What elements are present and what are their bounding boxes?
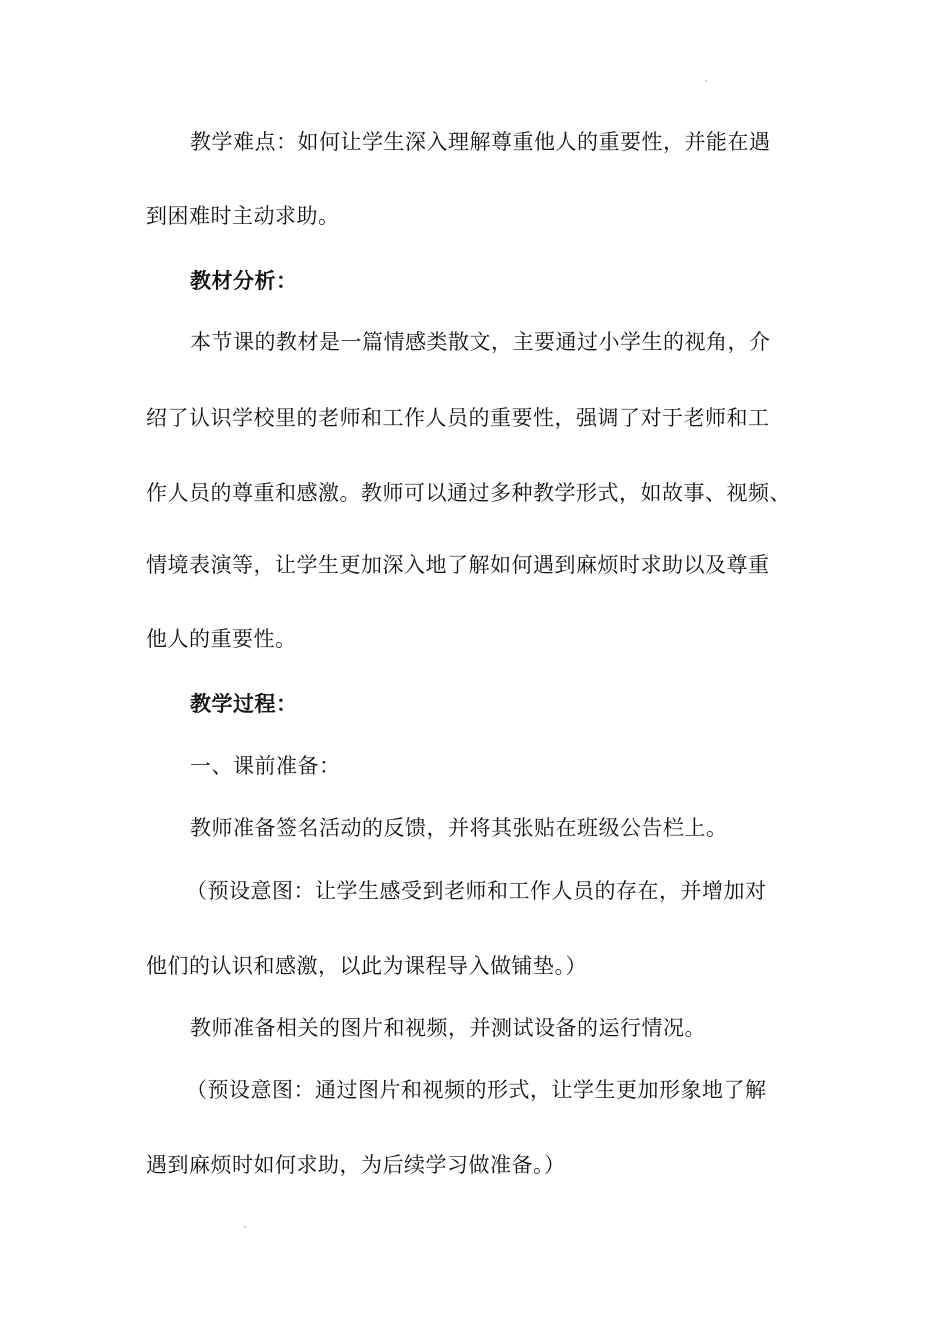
intent-note-2-line-1: （预设意图：通过图片和视频的形式，让学生更加形象地了解 bbox=[186, 1078, 767, 1102]
teaching-difficulty-line-2: 到困难时主动求助。 bbox=[146, 204, 340, 228]
material-paragraph-line-3: 作人员的尊重和感激。教师可以通过多种教学形式，如故事、视频、 bbox=[146, 481, 791, 505]
intent-note-1-line-2: 他们的认识和感激，以此为课程导入做铺垫。） bbox=[146, 954, 587, 978]
intent-note-2-line-2: 遇到麻烦时如何求助，为后续学习做准备。） bbox=[146, 1153, 566, 1177]
teaching-difficulty-line-1: 教学难点：如何让学生深入理解尊重他人的重要性，并能在遇 bbox=[190, 130, 771, 154]
step-heading-preparation: 一、课前准备： bbox=[190, 754, 341, 778]
scan-speck bbox=[244, 1226, 246, 1228]
material-paragraph-line-2: 绍了认识学校里的老师和工作人员的重要性，强调了对于老师和工 bbox=[146, 406, 770, 430]
intent-note-1-line-1: （预设意图：让学生感受到老师和工作人员的存在，并增加对 bbox=[186, 879, 767, 903]
scan-speck bbox=[705, 80, 707, 82]
material-paragraph-line-1: 本节课的教材是一篇情感类散文，主要通过小学生的视角，介 bbox=[190, 330, 771, 354]
material-paragraph-line-4: 情境表演等，让学生更加深入地了解如何遇到麻烦时求助以及尊重 bbox=[146, 553, 770, 577]
preparation-item-2: 教师准备相关的图片和视频，并测试设备的运行情况。 bbox=[190, 1016, 706, 1040]
section-heading-teaching-process: 教学过程： bbox=[190, 692, 298, 716]
section-heading-material-analysis: 教材分析： bbox=[190, 269, 298, 293]
material-paragraph-line-5: 他人的重要性。 bbox=[146, 627, 297, 651]
preparation-item-1: 教师准备签名活动的反馈，并将其张贴在班级公告栏上。 bbox=[190, 816, 728, 840]
